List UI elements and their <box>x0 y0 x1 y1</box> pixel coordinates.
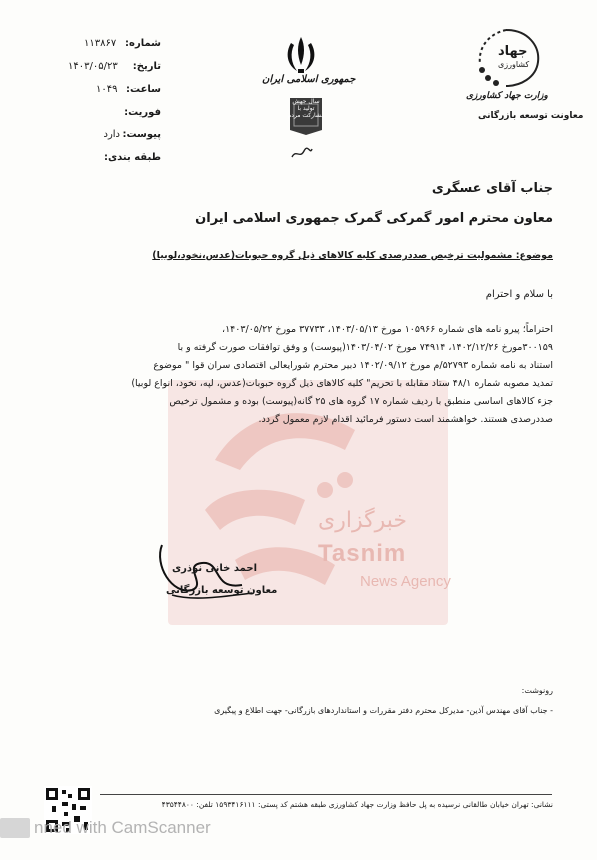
meta-attachment-label: پیوست: <box>122 129 161 140</box>
meta-classification-label: طبقه بندی: <box>103 152 161 163</box>
signer-title: معاون توسعه بازرگانی <box>166 585 278 596</box>
basmala-calligraphy-icon <box>290 145 314 161</box>
gov-name: جمهوری اسلامی ایران <box>262 74 356 85</box>
body-line: جزء کالاهای اساسی منطبق با ردیف شماره ۱۷ گروه های ۲۵ گانه(پیوست) بوده و مشمول ترخیص <box>169 396 553 407</box>
salutation: با سلام و احترام <box>485 289 553 300</box>
letter-subject: موضوع: مشمولیت ترخیص صددرصدی کلیه کالاهای ذیل گروه حبوبات(عدس،نخود،لوبیا) <box>152 250 553 261</box>
meta-number-value: ۱۱۳۸۶۷ <box>84 38 117 49</box>
watermark-brand-en: Tasnim <box>318 540 407 567</box>
iran-emblem-icon <box>283 35 319 75</box>
body-line: احتراماً؛ پیرو نامه های شماره ۱۰۵۹۶۶ مورخ ۱۴۰۳/۰۵/۱۳، ۳۷۷۳۳ مورخ ۱۴۰۳/۰۵/۲۲، <box>222 324 553 335</box>
signer-name: احمد خانی نوذری <box>172 563 257 574</box>
meta-urgency-label: فوریت: <box>124 107 161 118</box>
meta-time-value: ۱۰۴۹ <box>96 84 118 95</box>
meta-time-label: ساعت: <box>125 84 161 95</box>
cc-label: رونوشت: <box>521 686 553 695</box>
cc-line: - جناب آقای مهندس آذین- مدیرکل محترم دفتر مقررات و استانداردهای بازرگانی- جهت اطلاع و پیگیری <box>214 706 553 715</box>
camscanner-text: nned with CamScanner <box>34 818 211 837</box>
recipient-position: معاون محترم امور گمرکی گمرک جمهوری اسلامی ایران <box>195 211 553 226</box>
meta-date-label: تاریخ: <box>132 61 161 72</box>
ministry-logo-word: جهاد <box>498 44 528 59</box>
footer-divider <box>100 794 552 795</box>
meta-attachment-value: دارد <box>103 129 120 140</box>
year-slogan-seal-text: سال جهش تولید با مشارکت مردم <box>287 98 325 119</box>
footer-address: نشانی: تهران خیابان طالقانی نرسیده به پل حافظ وزارت جهاد کشاورزی طبقه هشتم کد پستی: ۱۵۹۳۴۱۶۱۱۱ تلفن: ۴۳۵۴۴۸۰۰ <box>161 800 553 809</box>
camscanner-logo-icon <box>0 818 30 838</box>
watermark-brand-fa: خبرگزاری <box>318 508 407 533</box>
body-line: ۳۰۰۱۵۹مورخ ۱۴۰۲/۱۲/۲۶، ۷۴۹۱۴ مورخ ۱۴۰۳/۰۴/۰۲(پیوست) و وفق توافقات صورت گرفته و با <box>177 342 553 353</box>
ministry-logo-word2: کشاورزی <box>498 60 530 69</box>
meta-number-label: شماره: <box>125 38 161 49</box>
deputy-name: معاونت توسعه بازرگانی <box>478 111 584 121</box>
recipient-title: جناب آقای عسگری <box>431 181 553 196</box>
body-line: صددرصدی هستند. خواهشمند است دستور فرمائید اقدام لازم معمول گردد. <box>258 414 553 425</box>
body-line: استناد به نامه شماره ۵۲۷۹۳/م مورخ ۱۴۰۲/۰۹/۱۲ دبیر محترم شورایعالی اقتصادی سران قوا " موضوع <box>153 360 553 371</box>
body-line: تمدید مصوبه شماره ۴۸/۱ ستاد مقابله با تحریم" کلیه کالاهای ذیل گروه حبوبات(عدس، لپه، نخود، انواع لوبیا) <box>131 378 553 389</box>
watermark-agency-en: News Agency <box>360 573 451 590</box>
meta-date-value: ۱۴۰۳/۰۵/۲۳ <box>68 61 118 72</box>
ministry-name: وزارت جهاد کشاورزی <box>466 91 548 101</box>
